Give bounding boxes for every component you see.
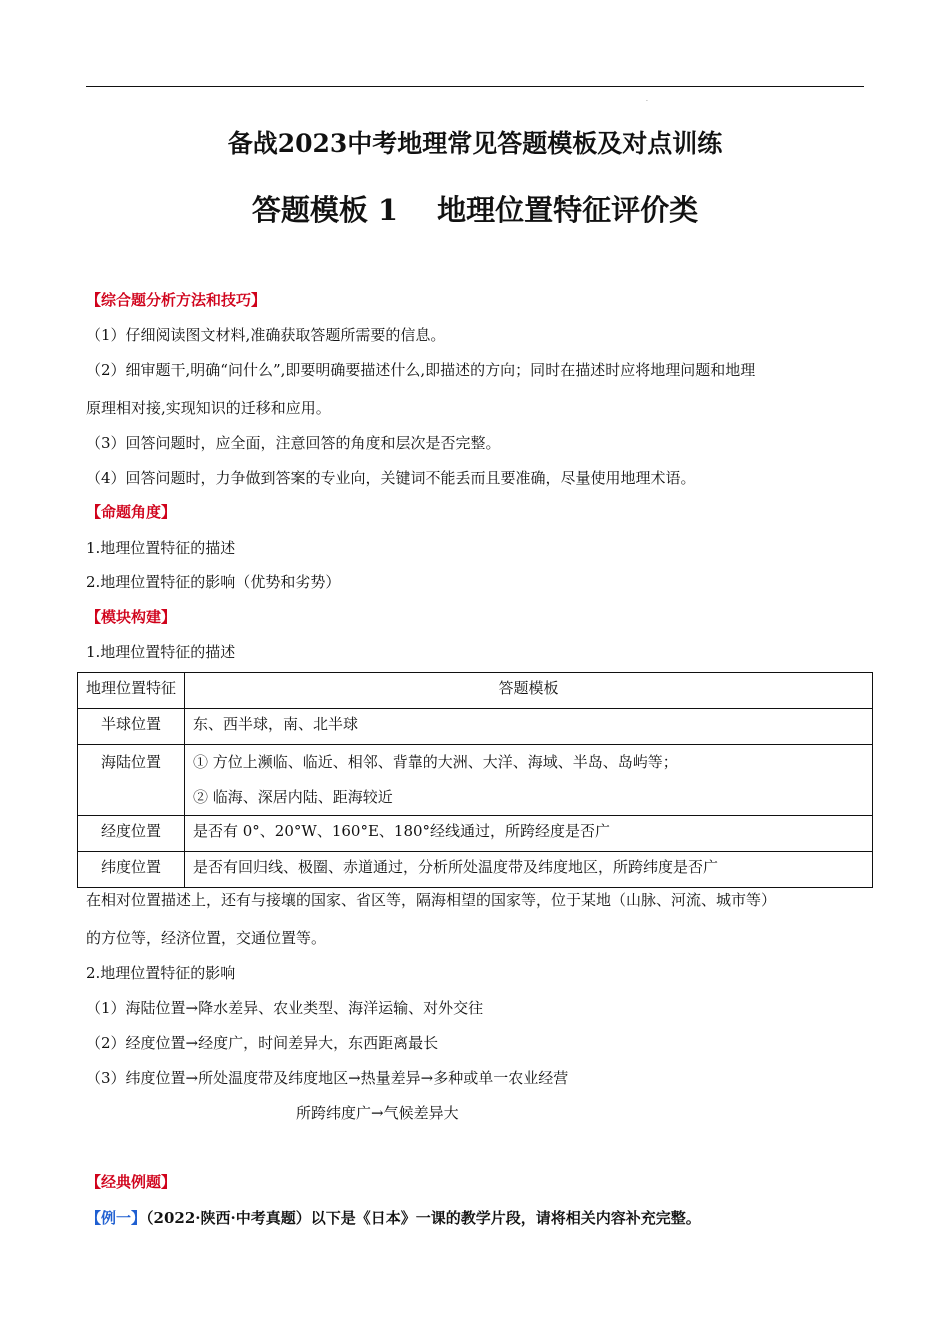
example-text: （2022·陕西·中考真题）以下是《日本》一课的教学片段，请将相关内容补充完整。 [146, 1209, 701, 1227]
document-title: 备战2023中考地理常见答题模板及对点训练 [227, 129, 723, 158]
build-heading: 【模块构建】 [86, 608, 177, 626]
table-header-cell: 答题模板 [185, 673, 873, 709]
table-header-row [78, 673, 873, 709]
table-row-value-line: ② 临海、深居内陆、距海较近 [193, 788, 393, 806]
effect-item-3: （3）纬度位置→所处温度带及纬度地区→热量差异→多种或单一农业经营 [86, 1069, 569, 1087]
angles-heading: 【命题角度】 [86, 503, 177, 521]
angles-item-2: 2.地理位置特征的影响（优势和劣势） [86, 573, 341, 591]
table-row-value-line: ① 方位上濒临、临近、相邻、背靠的大洲、大洋、海域、半岛、岛屿等； [193, 753, 678, 771]
header-rule [86, 86, 864, 87]
example-label: 【例一】 [86, 1209, 147, 1227]
methods-item-3: （3）回答问题时，应全面，注意回答的角度和层次是否完整。 [86, 434, 501, 452]
table-row [78, 745, 873, 816]
table-row-value [185, 745, 873, 816]
table-row-value: 东、西半球，南、北半球 [185, 709, 873, 745]
table-row [78, 709, 873, 745]
table-row-label: 纬度位置 [78, 852, 185, 888]
table-row [78, 852, 873, 888]
methods-item-1: （1）仔细阅读图文材料,准确获取答题所需要的信息。 [86, 326, 446, 344]
effect-item-2: （2）经度位置→经度广，时间差异大，东西距离最长 [86, 1034, 439, 1052]
methods-item-2-cont: 原理相对接,实现知识的迁移和应用。 [86, 399, 331, 417]
effect-item-1: （1）海陆位置→降水差异、农业类型、海洋运输、对外交往 [86, 999, 484, 1017]
build-sub1: 1.地理位置特征的描述 [86, 643, 236, 661]
table-row-label: 经度位置 [78, 816, 185, 852]
methods-heading: 【综合题分析方法和技巧】 [86, 291, 267, 309]
example-1 [86, 1208, 701, 1228]
relative-position-text-cont: 的方位等，经济位置，交通位置等。 [86, 929, 327, 947]
relative-position-text: 在相对位置描述上，还有与接壤的国家、省区等，隔海相望的国家等，位于某地（山脉、河流、城市等） [86, 891, 777, 909]
header-dot: · [646, 98, 648, 105]
template-table [77, 672, 873, 888]
table-row-label: 海陆位置 [78, 745, 185, 816]
effect-item-3-cont: 所跨纬度广→气候差异大 [296, 1104, 459, 1122]
table-row-value: 是否有 0°、20°W、160°E、180°经线通过，所跨经度是否广 [185, 816, 873, 852]
build-sub2: 2.地理位置特征的影响 [86, 964, 236, 982]
angles-item-1: 1.地理位置特征的描述 [86, 539, 236, 557]
table-row [78, 816, 873, 852]
methods-item-2: （2）细审题干,明确“问什么”,即要明确要描述什么,即描述的方向；同时在描述时应将地理问题和地理 [86, 361, 756, 379]
table-header-cell: 地理位置特征 [78, 673, 185, 709]
template-title: 答题模板 1 地理位置特征评价类 [251, 193, 699, 227]
table-row-label: 半球位置 [78, 709, 185, 745]
table-row-value: 是否有回归线、极圈、赤道通过，分析所处温度带及纬度地区，所跨纬度是否广 [185, 852, 873, 888]
examples-heading: 【经典例题】 [86, 1173, 177, 1191]
methods-item-4: （4）回答问题时，力争做到答案的专业向，关键词不能丢而且要准确，尽量使用地理术语。 [86, 469, 696, 487]
